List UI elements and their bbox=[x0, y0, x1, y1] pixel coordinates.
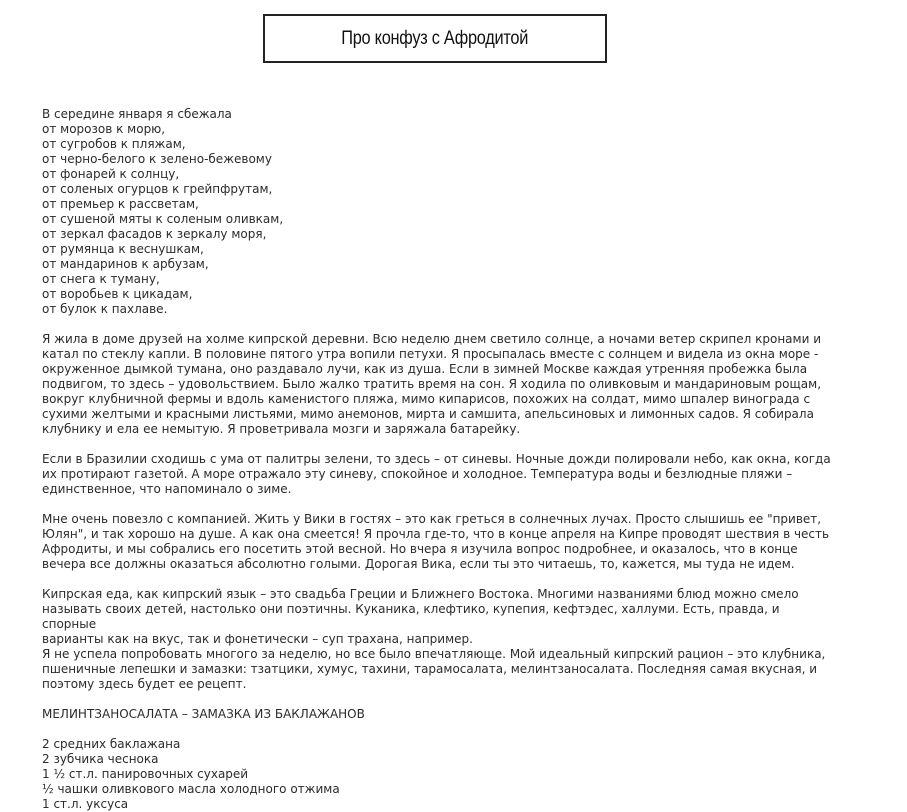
paragraph-village: Я жила в доме друзей на холме кипрской деревни. Всю неделю днем светило солнце, а ночами ветер скрипел кронами и катал по стеклу капли. В половине пятого утра вопили петухи. Я просыпалась вместе с солнцем и видела из окна море - окруженное дымкой тумана, оно раздавало лучи, как из душа. Если в зимней Москве каждая утренняя пробежка была подвигом, то здесь – удовольствием. Было жалко тратить время на сон. Я ходила по оливковым и мандариновым рощам, вокруг клубничной фермы и вдоль каменистого пляжа, мимо кипарисов, похожих на солдат, мимо шпалер винограда с сухими желтыми и красными листьями, мимо анемонов, мирта и самшита, апельсиновых и лимонных садов. Я собирала клубнику и ела ее немытую. Я проветривала мозги и заряжала батарейку. bbox=[42, 332, 822, 436]
paragraph-blue: Если в Бразилии сходишь с ума от палитры зелени, то здесь – от синевы. Ночные дожди полировали небо, как окна, когда их протирают газетой. А море отражало эту синеву, спокойное и холодное. Температура воды и безлюдные пляжи – единственное, что напоминало о зиме. bbox=[42, 452, 831, 496]
poem-line: В середине января я сбежала bbox=[42, 107, 232, 121]
ingredient-item: 2 зубчика чеснока bbox=[42, 752, 159, 766]
poem-line: от булок к пахлаве. bbox=[42, 302, 168, 316]
poem-line: от мандаринов к арбузам, bbox=[42, 257, 209, 271]
poem-line: от сушеной мяты к соленым оливкам, bbox=[42, 212, 284, 226]
article-body bbox=[42, 107, 832, 812]
poem-line: от фонарей к солнцу, bbox=[42, 167, 180, 181]
poem-line: от зеркал фасадов к зеркалу моря, bbox=[42, 227, 267, 241]
ingredient-item: ½ чашки оливкового масла холодного отжима bbox=[42, 782, 340, 796]
ingredient-item: 1 ст.л. уксуса bbox=[42, 797, 129, 811]
poem-line: от черно-белого к зелено-бежевому bbox=[42, 152, 272, 166]
ingredient-item: 1 ½ ст.л. панировочных сухарей bbox=[42, 767, 249, 781]
page-title: Про конфуз с Афродитой bbox=[341, 27, 529, 49]
poem-line: от сугробов к пляжам, bbox=[42, 137, 186, 151]
ingredient-list bbox=[42, 737, 832, 812]
paragraph-company: Мне очень повезло с компанией. Жить у Вики в гостях – это как греться в солнечных лучах. Просто слышишь ее "привет, Юлян", и так хорошо на душе. А как она смеется! Я прочла где-то, что в конце апреля на Кипре проводят шествия в честь Афродиты, и мы собрались его посетить этой весной. Но вчера я изучила вопрос подробнее, и оказалось, что в конце вечера все должны оказаться абсолютно голыми. Дорогая Вика, если ты это читаешь, то, кажется, мы туда не идем. bbox=[42, 512, 830, 571]
poem-line: от румянца к веснушкам, bbox=[42, 242, 204, 256]
poem-line: от соленых огурцов к грейпфрутам, bbox=[42, 182, 273, 196]
ingredient-item: 2 средних баклажана bbox=[42, 737, 181, 751]
poem-line: от воробьев к цикадам, bbox=[42, 287, 193, 301]
poem bbox=[42, 107, 832, 317]
paragraph-food: Кипрская еда, как кипрский язык – это свадьба Греции и Ближнего Востока. Многими названиями блюд можно смело называть своих детей, настолько они поэтичны. Куканика, клефтико, купепия, кефтэдес, халлуми. Есть, правда, и спорные варианты как на вкус, так и фонетически – суп трахана, например. Я не успела попробовать многого за неделю, но все было впечатляюще. Мой идеальный кипрский рацион – это клубника, пшеничные лепешки и замазки: тзатцики, хумус, тахини, тарамосалата, мелинтзаносалата. Последняя самая вкусная, и поэтому здесь будет ее рецепт. bbox=[42, 587, 826, 691]
poem-line: от морозов к морю, bbox=[42, 122, 166, 136]
poem-line: от премьер к рассветам, bbox=[42, 197, 199, 211]
recipe-title: МЕЛИНТЗАНОСАЛАТА – ЗАМАЗКА ИЗ БАКЛАЖАНОВ bbox=[42, 707, 365, 721]
title-box bbox=[263, 14, 607, 63]
poem-line: от снега к туману, bbox=[42, 272, 160, 286]
